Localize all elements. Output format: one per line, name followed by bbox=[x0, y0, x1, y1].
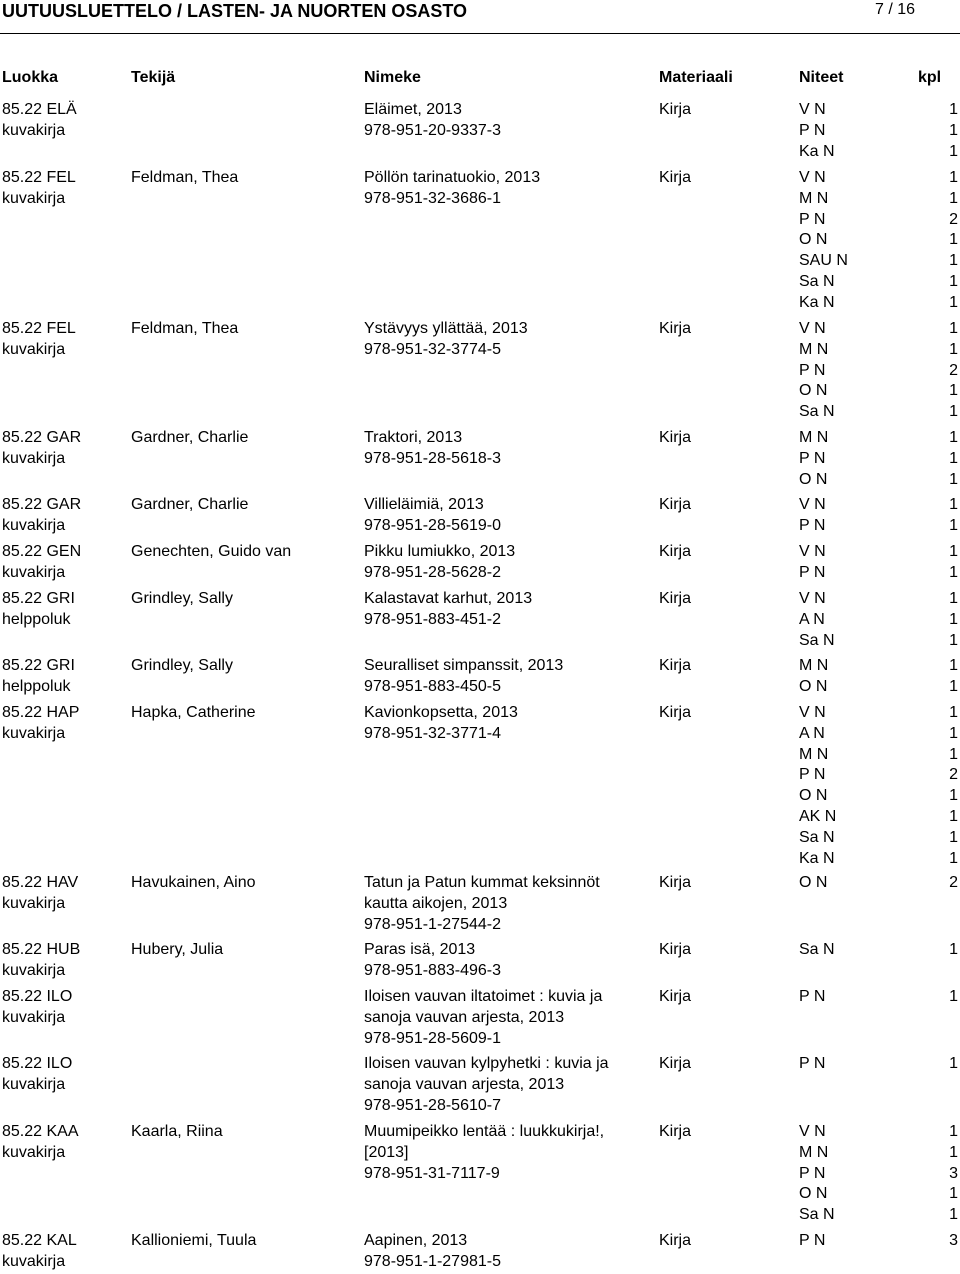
copies-count-cell-line: 1 bbox=[949, 101, 958, 118]
title-cell bbox=[364, 319, 528, 361]
author-cell-line: Feldman, Thea bbox=[131, 320, 239, 337]
copies-count-cell-line: 1 bbox=[949, 496, 958, 513]
copies-location-cell-line: Sa N bbox=[799, 941, 835, 958]
copies-count-cell bbox=[928, 542, 958, 584]
copies-count-cell bbox=[928, 940, 958, 961]
copies-count-cell-line: 1 bbox=[949, 787, 958, 805]
classification-cell-line: 85.22 GEN bbox=[2, 543, 82, 560]
material-cell bbox=[659, 428, 691, 449]
copies-location-cell-line: Ka N bbox=[799, 849, 835, 867]
copies-count-cell-line: 1 bbox=[949, 745, 958, 763]
copies-count-cell-line: 1 bbox=[949, 340, 958, 358]
material-cell-line: Kirja bbox=[659, 941, 692, 958]
author-cell bbox=[131, 1231, 256, 1252]
classification-cell bbox=[2, 1231, 77, 1273]
header-divider bbox=[0, 33, 960, 34]
copies-count-cell-line: 1 bbox=[949, 657, 958, 674]
copies-location-cell bbox=[799, 940, 835, 961]
copies-location-cell-line: V N bbox=[799, 101, 826, 118]
material-cell bbox=[659, 703, 691, 724]
classification-cell-line: 85.22 FEL bbox=[2, 320, 76, 337]
copies-location-cell-line: V N bbox=[799, 543, 826, 560]
material-cell bbox=[659, 168, 691, 189]
title-cell-line: Muumipeikko lentää : luukkukirja!, bbox=[364, 1123, 605, 1140]
copies-count-cell-line: 1 bbox=[949, 563, 958, 581]
copies-count-cell-line: 1 bbox=[949, 403, 958, 421]
title-cell bbox=[364, 100, 501, 142]
copies-location-cell bbox=[799, 656, 828, 698]
copies-location-cell-line: Ka N bbox=[799, 142, 835, 160]
author-cell bbox=[131, 940, 223, 961]
title-cell-line: 978-951-883-496-3 bbox=[364, 961, 501, 979]
copies-count-cell-line: 1 bbox=[949, 382, 958, 400]
title-cell-line: 978-951-28-5628-2 bbox=[364, 563, 501, 581]
classification-cell bbox=[2, 1054, 72, 1096]
copies-location-cell-line: M N bbox=[799, 429, 829, 446]
title-cell-line: sanoja vauvan arjesta, 2013 bbox=[364, 1008, 565, 1026]
material-cell bbox=[659, 542, 691, 563]
copies-location-cell-line: Sa N bbox=[799, 272, 835, 290]
column-header-niteet: Niteet bbox=[799, 69, 844, 86]
copies-count-cell-line: 1 bbox=[949, 429, 958, 446]
copies-count-cell-line: 1 bbox=[949, 677, 958, 695]
material-cell bbox=[659, 495, 691, 516]
material-cell bbox=[659, 1231, 691, 1252]
copies-location-cell-line: O N bbox=[799, 231, 828, 249]
copies-location-cell-line: Sa N bbox=[799, 1206, 835, 1224]
material-cell bbox=[659, 1054, 691, 1075]
copies-location-cell-line: Sa N bbox=[799, 828, 835, 846]
classification-cell-line: kuvakirja bbox=[2, 1143, 66, 1161]
copies-location-cell bbox=[799, 100, 835, 162]
copies-location-cell-line: P N bbox=[799, 449, 826, 467]
author-cell-line: Hubery, Julia bbox=[131, 941, 224, 958]
title-cell-line: 978-951-28-5618-3 bbox=[364, 449, 501, 467]
copies-location-cell-line: AK N bbox=[799, 807, 837, 825]
copies-count-cell bbox=[928, 589, 958, 651]
column-header-kpl: kpl bbox=[918, 69, 942, 86]
classification-cell-line: 85.22 ILO bbox=[2, 988, 73, 1005]
copies-count-cell bbox=[928, 656, 958, 698]
material-cell-line: Kirja bbox=[659, 657, 692, 674]
copies-count-cell bbox=[928, 1231, 958, 1252]
material-cell-line: Kirja bbox=[659, 704, 692, 721]
material-cell bbox=[659, 1122, 691, 1143]
copies-location-cell-line: O N bbox=[799, 787, 828, 805]
copies-location-cell bbox=[799, 589, 835, 651]
classification-cell-line: 85.22 GRI bbox=[2, 590, 75, 607]
title-cell bbox=[364, 428, 501, 470]
copies-location-cell-line: P N bbox=[799, 361, 826, 379]
copies-count-cell-line: 1 bbox=[949, 590, 958, 607]
copies-count-cell bbox=[928, 168, 958, 314]
author-cell-line: Kaarla, Riina bbox=[131, 1123, 223, 1140]
page-title: UUTUUSLUETTELO / LASTEN- JA NUORTEN OSASTO bbox=[2, 1, 468, 21]
copies-count-cell bbox=[928, 1054, 958, 1075]
copies-location-cell-line: Sa N bbox=[799, 631, 835, 649]
column-header-nimeke: Nimeke bbox=[364, 69, 421, 86]
copies-count-cell bbox=[928, 100, 958, 162]
title-cell-line: Eläimet, 2013 bbox=[364, 101, 462, 118]
copies-location-cell bbox=[799, 168, 848, 314]
copies-count-cell-line: 3 bbox=[949, 1164, 958, 1182]
classification-cell-line: kuvakirja bbox=[2, 1075, 66, 1093]
title-cell bbox=[364, 1054, 609, 1116]
author-cell bbox=[131, 703, 256, 724]
classification-cell-line: 85.22 ELÄ bbox=[2, 101, 77, 118]
title-cell-line: 978-951-32-3774-5 bbox=[364, 340, 501, 358]
copies-location-cell bbox=[799, 873, 827, 894]
copies-count-cell-line: 2 bbox=[949, 874, 958, 891]
copies-location-cell-line: O N bbox=[799, 677, 828, 695]
author-cell bbox=[131, 589, 233, 610]
copies-location-cell-line: Sa N bbox=[799, 403, 835, 421]
author-cell bbox=[131, 319, 238, 340]
classification-cell-line: helppoluk bbox=[2, 677, 71, 695]
title-cell-line: Tatun ja Patun kummat keksinnöt bbox=[364, 874, 600, 891]
copies-count-cell-line: 2 bbox=[949, 766, 958, 784]
title-cell-line: Seuralliset simpanssit, 2013 bbox=[364, 657, 564, 674]
copies-location-cell-line: V N bbox=[799, 704, 826, 721]
material-cell-line: Kirja bbox=[659, 1123, 692, 1140]
copies-location-cell bbox=[799, 319, 835, 423]
copies-count-cell-line: 1 bbox=[949, 470, 958, 488]
title-cell-line: Pikku lumiukko, 2013 bbox=[364, 543, 516, 560]
title-cell-line: Iloisen vauvan kylpyhetki : kuvia ja bbox=[364, 1055, 609, 1072]
title-cell-line: 978-951-28-5619-0 bbox=[364, 516, 501, 534]
copies-count-cell-line: 1 bbox=[949, 252, 958, 270]
material-cell-line: Kirja bbox=[659, 590, 692, 607]
title-cell-line: [2013] bbox=[364, 1143, 409, 1161]
copies-count-cell-line: 1 bbox=[949, 724, 958, 742]
author-cell-line: Feldman, Thea bbox=[131, 169, 239, 186]
classification-cell bbox=[2, 542, 81, 584]
copies-location-cell bbox=[799, 1231, 825, 1252]
copies-location-cell-line: SAU N bbox=[799, 252, 848, 270]
classification-cell-line: kuvakirja bbox=[2, 961, 66, 979]
classification-cell bbox=[2, 589, 75, 631]
author-cell-line: Grindley, Sally bbox=[131, 657, 233, 674]
material-cell bbox=[659, 656, 691, 677]
material-cell-line: Kirja bbox=[659, 988, 692, 1005]
copies-location-cell-line: A N bbox=[799, 610, 825, 628]
copies-count-cell-line: 1 bbox=[949, 320, 958, 337]
author-cell-line: Gardner, Charlie bbox=[131, 429, 249, 446]
copies-count-cell-line: 1 bbox=[949, 631, 958, 649]
classification-cell bbox=[2, 100, 77, 142]
copies-count-cell-line: 1 bbox=[949, 1123, 958, 1140]
copies-count-cell bbox=[928, 873, 958, 894]
copies-location-cell-line: M N bbox=[799, 657, 829, 674]
copies-location-cell-line: V N bbox=[799, 590, 826, 607]
classification-cell-line: kuvakirja bbox=[2, 894, 66, 912]
copies-count-cell-line: 1 bbox=[949, 610, 958, 628]
copies-count-cell-line: 1 bbox=[949, 449, 958, 467]
copies-location-cell-line: P N bbox=[799, 121, 826, 139]
classification-cell bbox=[2, 1122, 79, 1164]
copies-location-cell-line: V N bbox=[799, 1123, 826, 1140]
copies-count-cell-line: 1 bbox=[949, 272, 958, 290]
copies-location-cell-line: P N bbox=[799, 563, 826, 581]
title-cell-line: 978-951-28-5610-7 bbox=[364, 1096, 501, 1114]
title-cell-line: Aapinen, 2013 bbox=[364, 1232, 468, 1249]
author-cell bbox=[131, 428, 248, 449]
classification-cell-line: 85.22 KAL bbox=[2, 1232, 77, 1249]
title-cell-line: Paras isä, 2013 bbox=[364, 941, 476, 958]
title-cell bbox=[364, 940, 501, 982]
copies-location-cell-line: A N bbox=[799, 724, 825, 742]
classification-cell-line: 85.22 HUB bbox=[2, 941, 81, 958]
title-cell-line: Traktori, 2013 bbox=[364, 429, 463, 446]
copies-count-cell-line: 1 bbox=[949, 807, 958, 825]
material-cell-line: Kirja bbox=[659, 169, 692, 186]
copies-location-cell-line: M N bbox=[799, 340, 829, 358]
classification-cell-line: kuvakirja bbox=[2, 563, 66, 581]
copies-location-cell bbox=[799, 542, 826, 584]
copies-count-cell-line: 1 bbox=[949, 1143, 958, 1161]
copies-count-cell-line: 1 bbox=[949, 941, 958, 958]
copies-count-cell bbox=[928, 1122, 958, 1226]
copies-count-cell bbox=[928, 319, 958, 423]
title-cell-line: 978-951-1-27981-5 bbox=[364, 1252, 501, 1270]
classification-cell bbox=[2, 873, 78, 915]
copies-location-cell-line: V N bbox=[799, 169, 826, 186]
title-cell-line: 978-951-28-5609-1 bbox=[364, 1029, 501, 1047]
copies-location-cell-line: O N bbox=[799, 382, 828, 400]
classification-cell bbox=[2, 987, 72, 1029]
material-cell-line: Kirja bbox=[659, 101, 692, 118]
classification-cell-line: 85.22 HAP bbox=[2, 704, 80, 721]
material-cell bbox=[659, 987, 691, 1008]
title-cell-line: Kalastavat karhut, 2013 bbox=[364, 590, 533, 607]
copies-location-cell-line: P N bbox=[799, 210, 826, 228]
classification-cell bbox=[2, 656, 75, 698]
classification-cell-line: 85.22 HAV bbox=[2, 874, 79, 891]
copies-count-cell-line: 1 bbox=[949, 1185, 958, 1203]
copies-location-cell-line: V N bbox=[799, 320, 826, 337]
classification-cell-line: helppoluk bbox=[2, 610, 71, 628]
title-cell bbox=[364, 987, 602, 1049]
title-cell-line: Ystävyys yllättää, 2013 bbox=[364, 320, 528, 337]
material-cell bbox=[659, 589, 691, 610]
classification-cell-line: kuvakirja bbox=[2, 340, 66, 358]
copies-location-cell-line: M N bbox=[799, 745, 829, 763]
title-cell-line: Kavionkopsetta, 2013 bbox=[364, 704, 518, 721]
title-cell bbox=[364, 168, 540, 210]
copies-location-cell-line: M N bbox=[799, 1143, 829, 1161]
classification-cell-line: 85.22 GAR bbox=[2, 496, 82, 513]
copies-count-cell-line: 1 bbox=[949, 516, 958, 534]
author-cell bbox=[131, 495, 248, 516]
material-cell bbox=[659, 319, 691, 340]
classification-cell bbox=[2, 940, 80, 982]
copies-count-cell-line: 1 bbox=[949, 543, 958, 560]
title-cell-line: 978-951-31-7117-9 bbox=[364, 1164, 500, 1182]
copies-location-cell-line: O N bbox=[799, 1185, 828, 1203]
classification-cell-line: kuvakirja bbox=[2, 1252, 66, 1270]
title-cell-line: 978-951-20-9337-3 bbox=[364, 121, 501, 139]
copies-location-cell bbox=[799, 428, 828, 490]
author-cell bbox=[131, 873, 256, 894]
author-cell-line: Kallioniemi, Tuula bbox=[131, 1232, 257, 1249]
classification-cell-line: 85.22 GAR bbox=[2, 429, 82, 446]
copies-count-cell-line: 1 bbox=[949, 828, 958, 846]
classification-cell-line: kuvakirja bbox=[2, 724, 66, 742]
copies-count-cell-line: 1 bbox=[949, 231, 958, 249]
classification-cell-line: 85.22 KAA bbox=[2, 1123, 79, 1140]
classification-cell-line: kuvakirja bbox=[2, 1008, 66, 1026]
author-cell-line: Genechten, Guido van bbox=[131, 543, 292, 560]
title-cell-line: 978-951-32-3771-4 bbox=[364, 724, 501, 742]
title-cell bbox=[364, 495, 501, 537]
author-cell-line: Havukainen, Aino bbox=[131, 874, 256, 891]
material-cell-line: Kirja bbox=[659, 543, 692, 560]
copies-count-cell-line: 1 bbox=[949, 849, 958, 867]
classification-cell-line: kuvakirja bbox=[2, 189, 66, 207]
column-header-tekija: Tekijä bbox=[131, 69, 176, 86]
classification-cell-line: 85.22 ILO bbox=[2, 1055, 73, 1072]
material-cell-line: Kirja bbox=[659, 1055, 692, 1072]
copies-count-cell-line: 3 bbox=[949, 1232, 958, 1249]
title-cell bbox=[364, 656, 563, 698]
title-cell-line: Villieläimiä, 2013 bbox=[364, 496, 484, 513]
column-header-materiaali: Materiaali bbox=[659, 69, 733, 86]
copies-location-cell-line: P N bbox=[799, 516, 826, 534]
copies-location-cell-line: O N bbox=[799, 470, 828, 488]
copies-location-cell-line: M N bbox=[799, 189, 829, 207]
copies-count-cell bbox=[928, 495, 958, 537]
copies-location-cell bbox=[799, 1054, 825, 1075]
copies-location-cell-line: P N bbox=[799, 766, 826, 784]
title-cell-line: kautta aikojen, 2013 bbox=[364, 894, 508, 912]
title-cell-line: Pöllön tarinatuokio, 2013 bbox=[364, 169, 541, 186]
copies-count-cell-line: 1 bbox=[949, 704, 958, 721]
copies-count-cell-line: 2 bbox=[949, 361, 958, 379]
classification-cell-line: 85.22 GRI bbox=[2, 657, 75, 674]
title-cell bbox=[364, 1122, 604, 1184]
copies-location-cell bbox=[799, 495, 826, 537]
classification-cell bbox=[2, 319, 76, 361]
material-cell-line: Kirja bbox=[659, 429, 692, 446]
material-cell bbox=[659, 873, 691, 894]
title-cell-line: 978-951-883-450-5 bbox=[364, 677, 501, 695]
copies-location-cell-line: Ka N bbox=[799, 293, 835, 311]
classification-cell bbox=[2, 495, 81, 537]
copies-location-cell bbox=[799, 1122, 835, 1226]
material-cell-line: Kirja bbox=[659, 874, 692, 891]
title-cell-line: Iloisen vauvan iltatoimet : kuvia ja bbox=[364, 988, 603, 1005]
copies-count-cell-line: 1 bbox=[949, 1055, 958, 1072]
copies-count-cell bbox=[928, 987, 958, 1008]
title-cell bbox=[364, 703, 518, 745]
copies-count-cell-line: 1 bbox=[949, 988, 958, 1005]
copies-count-cell-line: 1 bbox=[949, 142, 958, 160]
author-cell bbox=[131, 1122, 223, 1143]
column-header-luokka: Luokka bbox=[2, 69, 59, 86]
copies-count-cell-line: 1 bbox=[949, 121, 958, 139]
copies-location-cell bbox=[799, 703, 836, 869]
copies-location-cell-line: P N bbox=[799, 988, 826, 1005]
author-cell bbox=[131, 542, 291, 563]
author-cell bbox=[131, 168, 238, 189]
material-cell bbox=[659, 940, 691, 961]
copies-count-cell-line: 1 bbox=[949, 169, 958, 186]
classification-cell-line: kuvakirja bbox=[2, 121, 66, 139]
title-cell bbox=[364, 589, 532, 631]
copies-location-cell-line: P N bbox=[799, 1232, 826, 1249]
copies-count-cell bbox=[928, 428, 958, 490]
title-cell-line: 978-951-883-451-2 bbox=[364, 610, 501, 628]
classification-cell bbox=[2, 168, 76, 210]
title-cell bbox=[364, 542, 515, 584]
material-cell bbox=[659, 100, 691, 121]
classification-cell bbox=[2, 703, 79, 745]
material-cell-line: Kirja bbox=[659, 496, 692, 513]
title-cell bbox=[364, 1231, 501, 1273]
classification-cell-line: kuvakirja bbox=[2, 449, 66, 467]
title-cell-line: sanoja vauvan arjesta, 2013 bbox=[364, 1075, 565, 1093]
classification-cell-line: 85.22 FEL bbox=[2, 169, 76, 186]
copies-location-cell-line: O N bbox=[799, 874, 828, 891]
author-cell-line: Grindley, Sally bbox=[131, 590, 233, 607]
copies-location-cell bbox=[799, 987, 825, 1008]
classification-cell-line: kuvakirja bbox=[2, 516, 66, 534]
title-cell-line: 978-951-32-3686-1 bbox=[364, 189, 501, 207]
material-cell-line: Kirja bbox=[659, 320, 692, 337]
copies-count-cell bbox=[928, 703, 958, 869]
copies-count-cell-line: 1 bbox=[949, 1206, 958, 1224]
classification-cell bbox=[2, 428, 81, 470]
author-cell-line: Gardner, Charlie bbox=[131, 496, 249, 513]
copies-count-cell-line: 1 bbox=[949, 189, 958, 207]
copies-location-cell-line: P N bbox=[799, 1164, 826, 1182]
copies-location-cell-line: V N bbox=[799, 496, 826, 513]
copies-location-cell-line: P N bbox=[799, 1055, 826, 1072]
author-cell bbox=[131, 656, 233, 677]
copies-count-cell-line: 1 bbox=[949, 293, 958, 311]
copies-count-cell-line: 2 bbox=[949, 210, 958, 228]
material-cell-line: Kirja bbox=[659, 1232, 692, 1249]
title-cell bbox=[364, 873, 600, 935]
title-cell-line: 978-951-1-27544-2 bbox=[364, 915, 501, 933]
author-cell-line: Hapka, Catherine bbox=[131, 704, 256, 721]
page-number: 7 / 16 bbox=[874, 1, 915, 18]
